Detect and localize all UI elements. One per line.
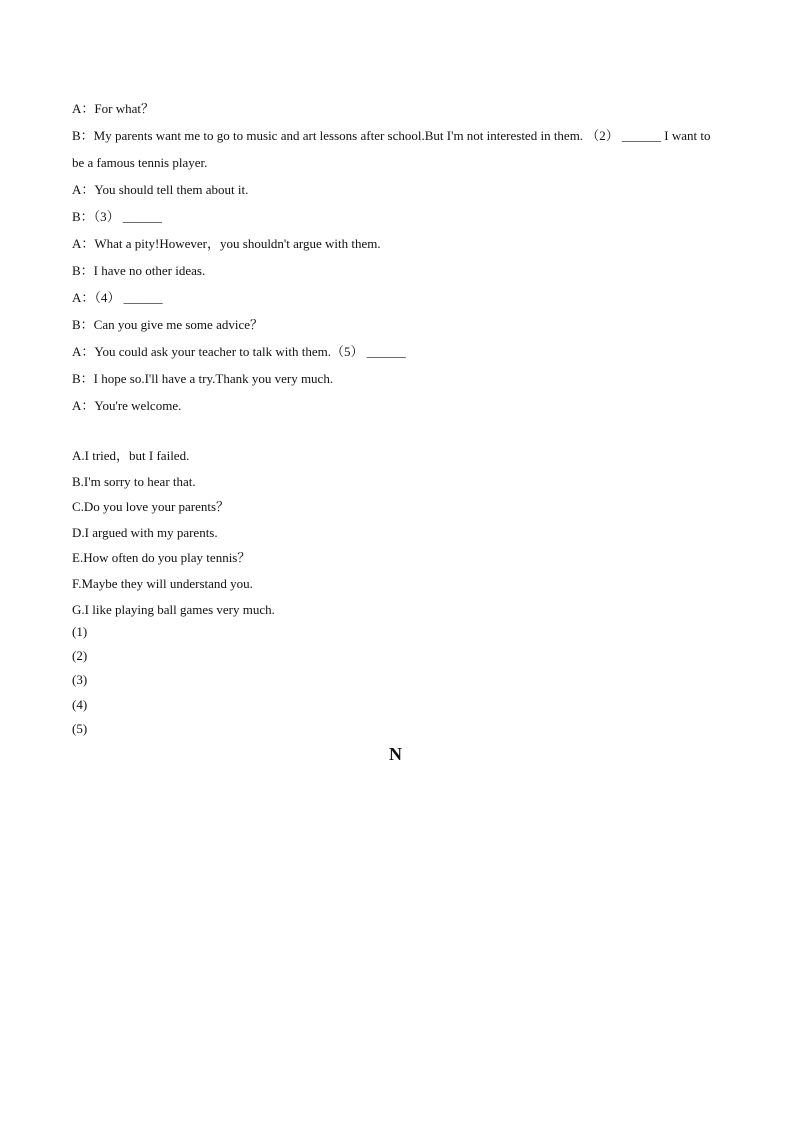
option-list [72, 443, 722, 622]
dialogue-line: B：I hope so.I'll have a try.Thank you very much. [72, 371, 334, 386]
answer-slot: (1) [72, 624, 88, 639]
answer-slot: (3) [72, 672, 88, 688]
dialogue-line: B：My parents want me to go to music and art lessons after school.But I'm not interested in them. （2） ______ I want to be a famous tennis player. [72, 128, 711, 170]
dialogue-line: B：Can you give me some advice？ [72, 317, 263, 332]
dialogue-block [72, 95, 722, 419]
answer-slot: (5) [72, 720, 88, 736]
section-mark: N [389, 744, 402, 764]
answer-list [72, 620, 87, 741]
option-item: G.I like playing ball games very much. [72, 601, 275, 617]
dialogue-line: A：What a pity!However，you shouldn't argue with them. [72, 236, 381, 251]
option-item: C.Do you love your parents？ [72, 499, 230, 515]
dialogue-line: B：I have no other ideas. [72, 263, 206, 278]
dialogue-line: A：You could ask your teacher to talk with them.（5） ______ [72, 344, 406, 359]
option-item: D.I argued with my parents. [72, 524, 218, 540]
answer-slot: (4) [72, 696, 88, 712]
dialogue-line: A：For what？ [72, 101, 154, 116]
dialogue-line: A：You're welcome. [72, 398, 182, 413]
option-item: F.Maybe they will understand you. [72, 575, 253, 591]
dialogue-line: A：You should tell them about it. [72, 182, 249, 197]
dialogue-line: B：（3） ______ [72, 209, 162, 224]
answer-slot: (2) [72, 648, 88, 664]
dialogue-line: A：（4） ______ [72, 290, 163, 305]
option-item: B.I'm sorry to hear that. [72, 473, 196, 489]
option-item: A.I tried，but I failed. [72, 448, 190, 463]
option-item: E.How often do you play tennis？ [72, 550, 251, 566]
